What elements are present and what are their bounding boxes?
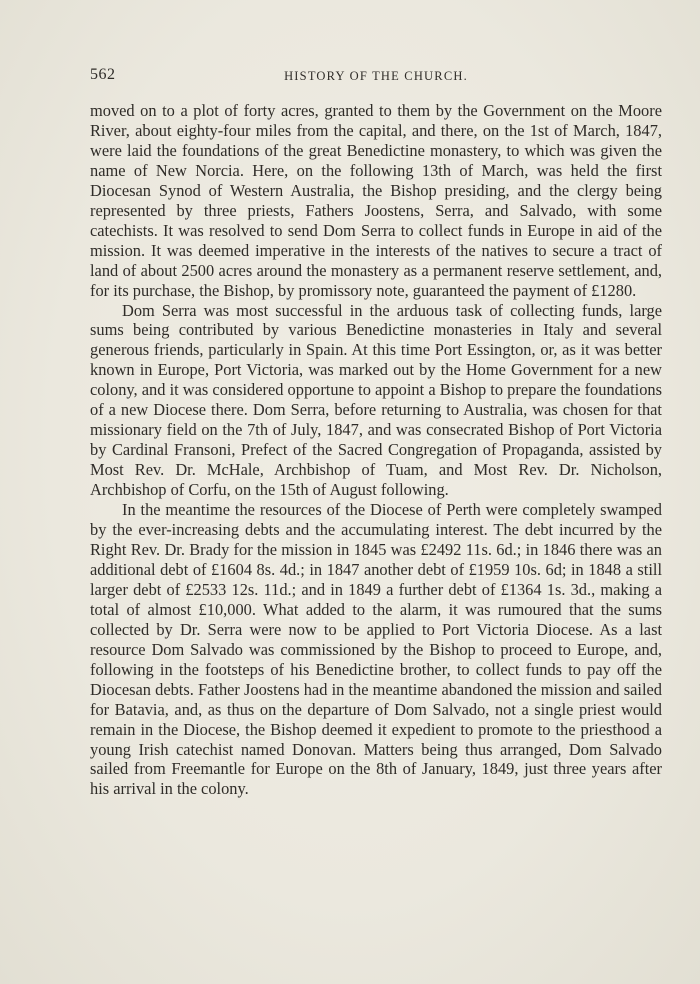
running-head: HISTORY OF THE CHURCH. (284, 69, 468, 83)
page-number: 562 (90, 66, 116, 83)
paragraph-diocese-debts: In the meantime the resources of the Diocese of Perth were completely swamped by the ever-increasing debts and the accumulating interest. The debt incurred by the Right Rev. Dr. Brady for the mission in 1845 was £2492 11s. 6d.; in 1846 there was an additional debt of £1604 8s. 4d.; in 1847 another debt of £1959 10s. 6d; in 1848 a still larger debt of £2533 12s. 11d.; and in 1849 a further debt of £1364 1s. 3d., making a total of almost £10,000. What added to the alarm, it was rumoured that the sums collected by Dr. Serra were now to be applied to Port Victoria Diocese. As a last resource Dom Salvado was commissioned by the Bishop to proceed to Europe, and, following in the footsteps of his Benedictine brother, to collect funds to pay off the Diocesan debts. Father Joostens had in the meantime abandoned the mission and sailed for Batavia, and, as thus on the departure of Dom Salvado, not a single priest would remain in the Diocese, the Bishop deemed it expedient to promote to the priesthood a young Irish catechist named Donovan. Matters being thus arranged, Dom Salvado sailed from Freemantle for Europe on the 8th of January, 1849, just three years after his arrival in the colony. (90, 500, 662, 799)
body-text (90, 101, 662, 799)
paragraph-dom-serra: Dom Serra was most successful in the arduous task of collecting funds, large sums being contributed by various Benedictine monasteries in Italy and several generous friends, particularly in Spain. At this time Port Essington, or, as it was better known in Europe, Port Victoria, was marked out by the Home Government for a new colony, and it was considered opportune to appoint a Bishop to prepare the foundations of a new Diocese there. Dom Serra, before returning to Australia, was chosen for that missionary field on the 7th of July, 1847, and was consecrated Bishop of Port Victoria by Cardinal Fransoni, Prefect of the Sacred Congregation of Propaganda, assisted by Most Rev. Dr. McHale, Archbishop of Tuam, and Most Rev. Dr. Nicholson, Archbishop of Corfu, on the 15th of August following. (90, 300, 662, 500)
page-header (90, 66, 662, 88)
paragraph-continued: moved on to a plot of forty acres, granted to them by the Government on the Moore River, about eighty-four miles from the capital, and there, on the 1st of March, 1847, were laid the foundations of the great Benedictine monastery, to which was given the name of New Norcia. Here, on the following 13th of March, was held the first Diocesan Synod of Western Australia, the Bishop presiding, and the clergy being represented by three priests, Fathers Joostens, Serra, and Salvado, with some catechists. It was resolved to send Dom Serra to collect funds in Europe in aid of the mission. It was deemed imperative in the interests of the natives to secure a tract of land of about 2500 acres around the monastery as a permanent reserve settlement, and, for its purchase, the Bishop, by promissory note, guaranteed the payment of £1280. (90, 101, 662, 300)
